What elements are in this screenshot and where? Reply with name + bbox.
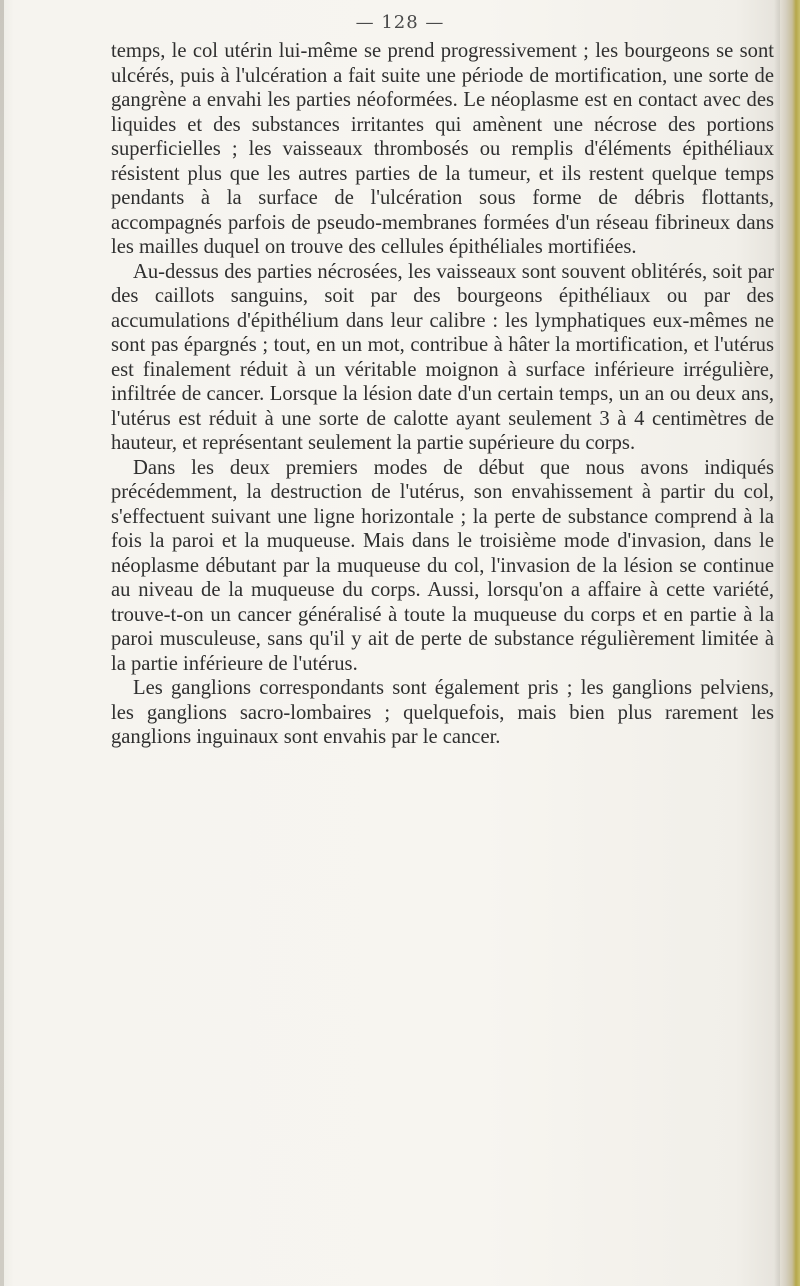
page-left-edge <box>0 0 4 1286</box>
page-number-header: — 128 — <box>355 12 445 33</box>
paragraph-2: Au-dessus des parties nécrosées, les vaisseaux sont souvent oblitérés, soit par des caillots sanguins, soit par des bourgeons épithéliaux ou par des accumulations d'épithélium dans leur calibre : les lymphatiques eux-mêmes ne sont pas épargnés ; tout, en un mot, contribue à hâter la mortification, et l'utérus est finalement réduit à un véritable moignon à surface inférieure irrégulière, infiltrée de cancer. Lorsque la lésion date d'un certain temps, un an ou deux ans, l'utérus est réduit à une sorte de calotte ayant seulement 3 à 4 centimètres de hauteur, et représentant seulement la partie supérieure du corps. <box>111 260 774 454</box>
body-text <box>111 39 774 750</box>
page-right-edge <box>780 0 800 1286</box>
paragraph-4: Les ganglions correspondants sont également pris ; les ganglions pelviens, les ganglions sacro-lombaires ; quelquefois, mais bien plus rarement les ganglions inguinaux sont envahis par le cancer. <box>111 677 774 748</box>
paragraph-1: temps, le col utérin lui-même se prend progressivement ; les bourgeons se sont ulcérés, puis à l'ulcération a fait suite une période de mortification, une sorte de gangrène a envahi les parties néoformées. Le néoplasme est en contact avec des liquides et des substances irritantes qui amènent une nécrose des portions superficielles ; les vaisseaux thrombosés ou remplis d'éléments épithéliaux résistent plus que les autres parties de la tumeur, et ils restent quelque temps pendants à la surface de l'ulcération sous forme de débris flottants, accompagnés parfois de pseudo-membranes formées d'un réseau fibrineux dans les mailles duquel on trouve des cellules épithéliales mortifiées. <box>111 40 774 258</box>
paragraph-3: Dans les deux premiers modes de début que nous avons indiqués précédemment, la destruction de l'utérus, son envahissement à partir du col, s'effectuent suivant une ligne horizontale ; la perte de substance comprend à la fois la paroi et la muqueuse. Mais dans le troisième mode d'invasion, dans le néoplasme débutant par la muqueuse du col, l'invasion de la lésion se continue au niveau de la muqueuse du corps. Aussi, lorsqu'on a affaire à cette variété, trouve-t-on un cancer généralisé à toute la muqueuse du corps et en partie à la paroi musculeuse, sans qu'il y ait de perte de substance régulièrement limitée à la partie inférieure de l'utérus. <box>111 456 774 675</box>
